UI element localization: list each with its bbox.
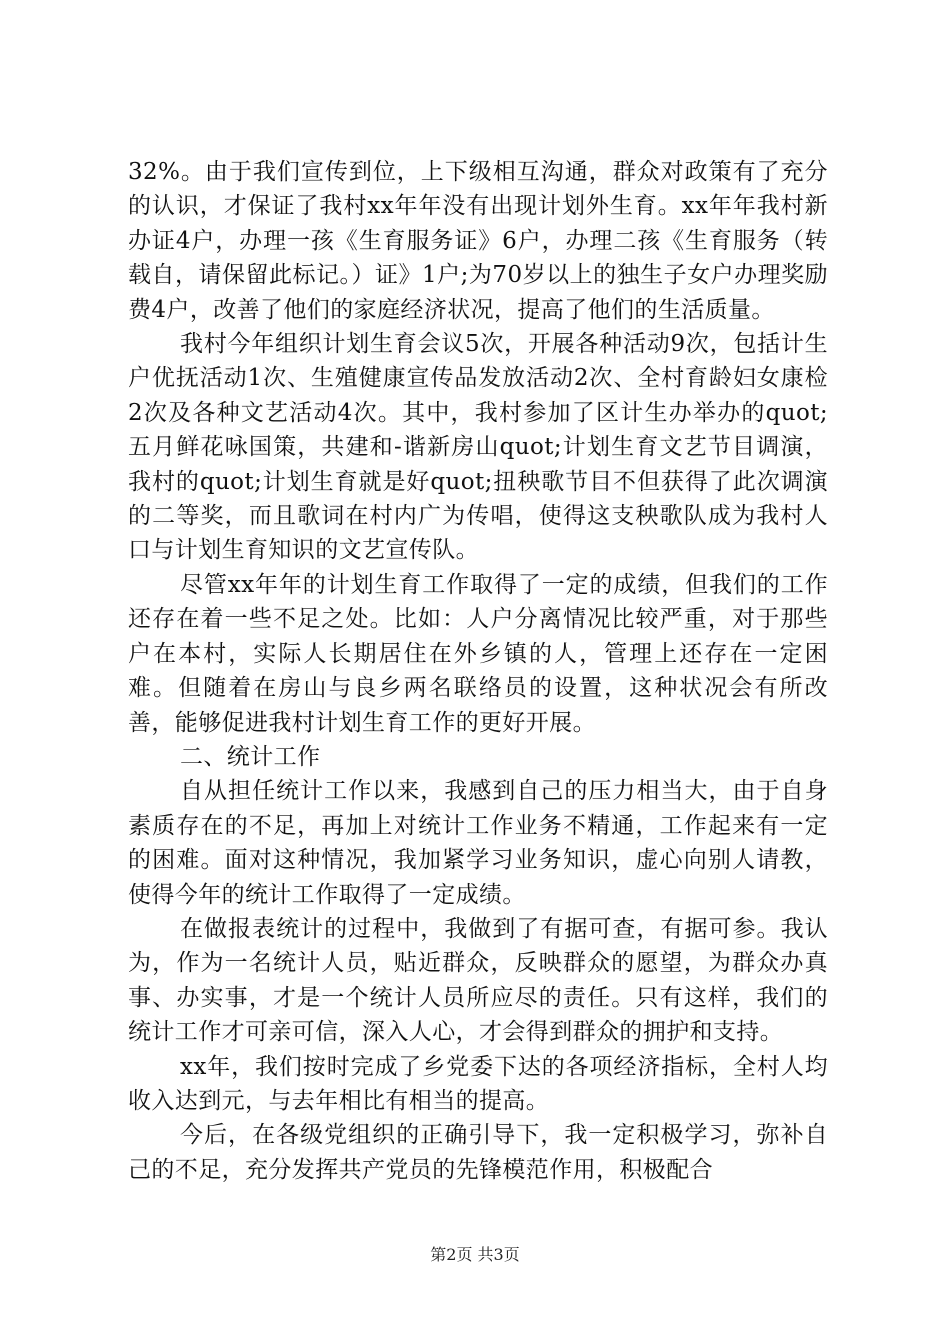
paragraph-5: 自从担任统计工作以来，我感到自己的压力相当大，由于自身素质存在的不足，再加上对统计工作业务不精通，工作起来有一定的困难。面对这种情况，我加紧学习业务知识，虚心向别人请教，使得今年的统计工作取得了一定成绩。 [128, 778, 828, 908]
section-heading-statistics: 二、统计工作 [180, 743, 321, 770]
paragraph-8: 今后，在各级党组织的正确引导下，我一定积极学习，弥补自己的不足，充分发挥共产党员的先锋模范作用，积极配合 [128, 1122, 828, 1183]
document-body [128, 155, 828, 1187]
paragraph-3: 尽管xx年年的计划生育工作取得了一定的成绩，但我们的工作还存在着一些不足之处。比如：人户分离情况比较严重，对于那些户在本村，实际人长期居住在外乡镇的人，管理上还存在一定困难。但随着在房山与良乡两名联络员的设置，这种状况会有所改善，能够促进我村计划生育工作的更好开展。 [128, 571, 828, 736]
paragraph-7: xx年，我们按时完成了乡党委下达的各项经济指标，全村人均收入达到元，与去年相比有相当的提高。 [128, 1053, 828, 1114]
page-number-label: 第2页 共3页 [430, 1245, 520, 1264]
paragraph-2: 我村今年组织计划生育会议5次，开展各种活动9次，包括计生户优抚活动1次、生殖健康宣传品发放活动2次、全村育龄妇女康检2次及各种文艺活动4次。其中，我村参加了区计生办举办的quot;五月鲜花咏国策，共建和-谐新房山quot;计划生育文艺节目调演，我村的quot;计划生育就是好quot;扭秧歌节目不但获得了此次调演的二等奖，而且歌词在村内广为传唱，使得这支秧歌队成为我村人口与计划生育知识的文艺宣传队。 [128, 331, 828, 564]
paragraph-6: 在做报表统计的过程中，我做到了有据可查，有据可参。我认为，作为一名统计人员，贴近群众，反映群众的愿望，为群众办真事、办实事，才是一个统计人员所应尽的责任。只有这样，我们的统计工作才可亲可信，深入人心，才会得到群众的拥护和支持。 [128, 915, 828, 1046]
page-footer [0, 1245, 950, 1265]
paragraph-1: 32%。由于我们宣传到位，上下级相互沟通，群众对政策有了充分的认识，才保证了我村xx年年没有出现计划外生育。xx年年我村新办证4户，办理一孩《生育服务证》6户，办理二孩《生育服务（转载自，请保留此标记。）证》1户;为70岁以上的独生子女户办理奖励费4户，改善了他们的家庭经济状况，提高了他们的生活质量。 [128, 159, 828, 323]
